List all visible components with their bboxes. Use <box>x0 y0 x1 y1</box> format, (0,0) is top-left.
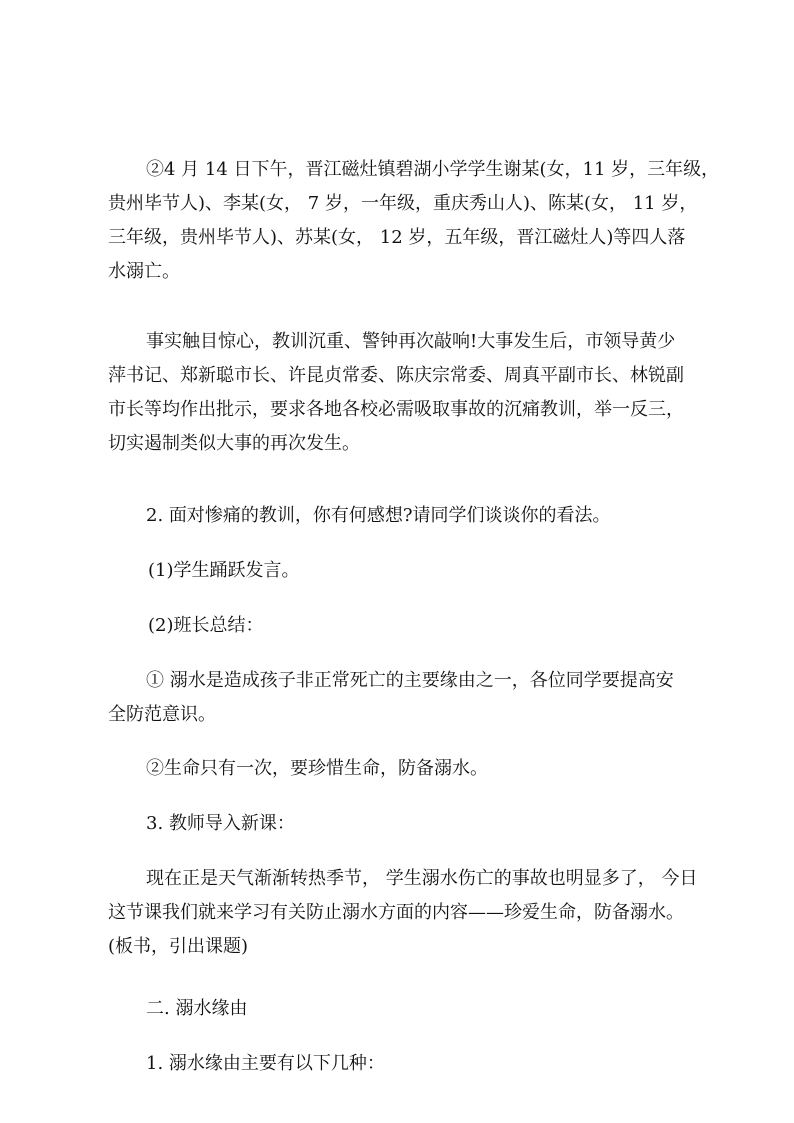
text-line: 水溺亡。 <box>108 261 180 282</box>
paragraph-incident-report <box>108 153 720 289</box>
text-line: 3. 教师导入新课： <box>146 813 295 834</box>
paragraph-teacher-intro <box>108 807 708 841</box>
text-line: 事实触目惊心，教训沉重、警钟再次敲响!大事发生后，市领导黄少 <box>146 331 676 352</box>
text-line: 二. 溺水缘由 <box>146 998 248 1019</box>
paragraph-monitor-summary <box>108 609 708 643</box>
text-line: 全防范意识。 <box>108 704 216 725</box>
text-line: 萍书记、郑新聪市长、许昆贞常委、陈庆宗常委、周真平副市长、林锐副 <box>108 365 684 386</box>
paragraph-new-lesson <box>108 862 708 964</box>
paragraph-leaders-instructions <box>108 325 708 461</box>
text-line: 这节课我们就来学习有关防止溺水方面的内容——珍爱生命，防备溺水。 <box>108 902 684 923</box>
paragraph-student-speak <box>108 554 708 588</box>
text-line: 三年级，贵州毕节人)、苏某(女， 12 岁，五年级，晋江磁灶人)等四人落 <box>108 227 686 248</box>
text-line: (2)班长总结： <box>148 615 264 636</box>
paragraph-summary-point-1 <box>108 664 708 732</box>
text-line: (板书，引出课题) <box>108 936 249 957</box>
text-line: ②4 月 14 日下午，晋江磁灶镇碧湖小学学生谢某(女，11 岁，三年级， <box>146 159 720 180</box>
text-line: ②生命只有一次，要珍惜生命，防备溺水。 <box>146 758 488 779</box>
text-line: 切实遏制类似大事的再次发生。 <box>108 433 360 454</box>
text-line: ① 溺水是造成孩子非正常死亡的主要缘由之一，各位同学要提高安 <box>146 670 674 691</box>
paragraph-question <box>108 499 708 533</box>
text-line: 2. 面对惨痛的教训，你有何感想?请同学们谈谈你的看法。 <box>146 505 611 526</box>
text-line: (1)学生踊跃发言。 <box>148 560 300 581</box>
paragraph-summary-point-2 <box>108 752 708 786</box>
paragraph-causes-list-intro <box>108 1047 708 1081</box>
text-line: 1. 溺水缘由主要有以下几种： <box>146 1053 385 1074</box>
text-line: 市长等均作出批示，要求各地各校必需吸取事故的沉痛教训，举一反三， <box>108 399 684 420</box>
section-heading-drowning-causes <box>108 992 708 1026</box>
text-line: 贵州毕节人)、李某(女， 7 岁，一年级，重庆秀山人)、陈某(女， 11 岁， <box>108 193 698 214</box>
text-line: 现在正是天气渐渐转热季节， 学生溺水伤亡的事故也明显多了， 今日 <box>146 868 698 889</box>
